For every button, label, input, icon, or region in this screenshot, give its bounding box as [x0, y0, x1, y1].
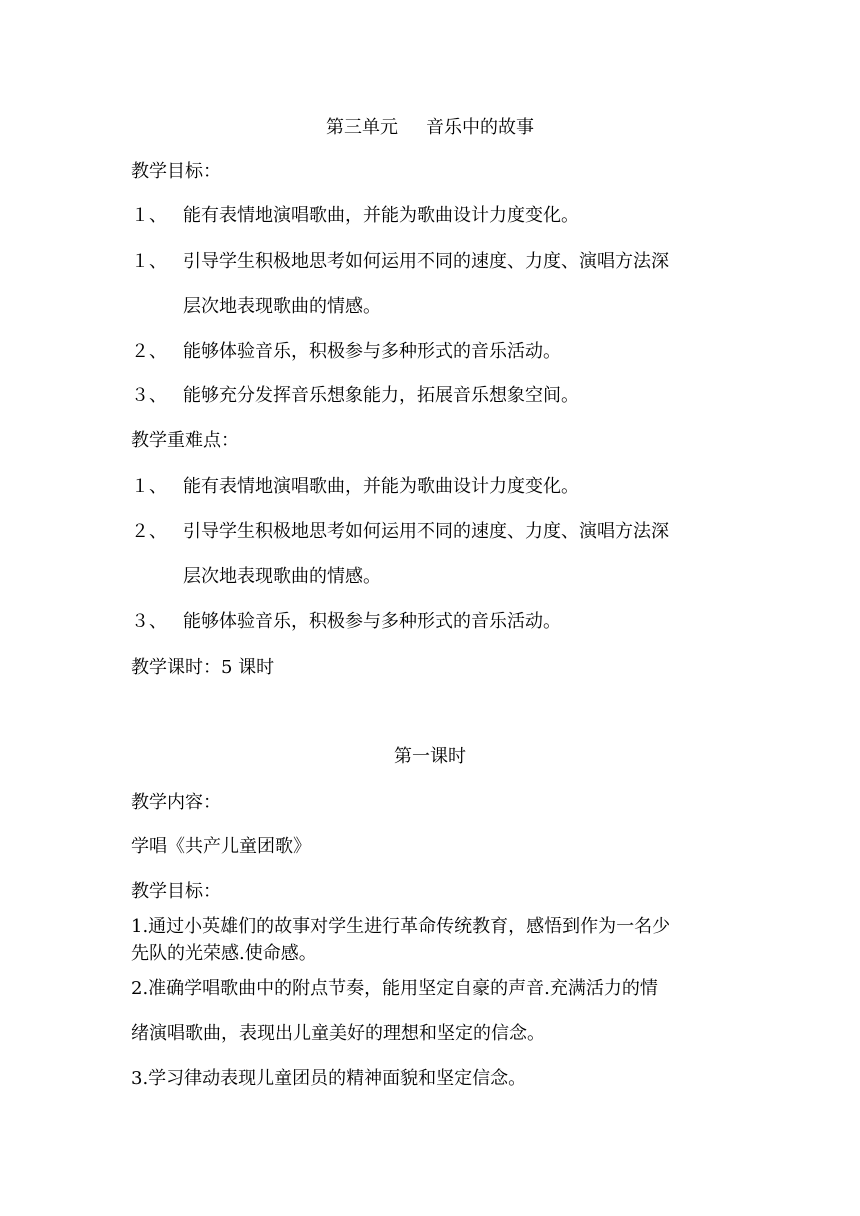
- keypoint-text-continuation: 层次地表现歌曲的情感。: [183, 566, 381, 587]
- objective-text: 能有表情地演唱歌曲，并能为歌曲设计力度变化。: [183, 205, 579, 226]
- lesson-objectives-heading: 教学目标：: [131, 881, 221, 902]
- lesson-objective-2: 2.准确学唱歌曲中的附点节奏，能用坚定自豪的声音.充满活力的情: [131, 978, 658, 999]
- objective-text: 能够充分发挥音乐想象能力，拓展音乐想象空间。: [183, 385, 579, 406]
- objective-text: 能够体验音乐，积极参与多种形式的音乐活动。: [183, 341, 561, 362]
- objective-number: ３、: [131, 385, 167, 406]
- unit-title-number: 第三单元: [326, 117, 398, 138]
- objective-number: １、: [131, 205, 167, 226]
- keypoint-number: １、: [131, 476, 167, 497]
- lesson-objective-3: 3.学习律动表现儿童团员的精神面貌和坚定信念。: [131, 1068, 527, 1089]
- unit-title-name: 音乐中的故事: [426, 117, 534, 138]
- lesson-objective-1-continuation: 先队的光荣感.使命感。: [131, 943, 317, 964]
- teaching-hours: 教学课时：5 课时: [131, 657, 275, 678]
- objective-number: ２、: [131, 341, 167, 362]
- keypoint-text: 能够体验音乐，积极参与多种形式的音乐活动。: [183, 611, 561, 632]
- keypoint-text: 能有表情地演唱歌曲，并能为歌曲设计力度变化。: [183, 476, 579, 497]
- lesson-objective-1: 1.通过小英雄们的故事对学生进行革命传统教育，感悟到作为一名少: [131, 916, 671, 937]
- objectives-heading: 教学目标：: [131, 161, 221, 182]
- keypoints-heading: 教学重难点：: [131, 430, 239, 451]
- keypoint-number: ２、: [131, 521, 167, 542]
- lesson-objective-2-continuation: 绪演唱歌曲，表现出儿童美好的理想和坚定的信念。: [131, 1023, 545, 1044]
- objective-text-continuation: 层次地表现歌曲的情感。: [183, 296, 381, 317]
- keypoint-text: 引导学生积极地思考如何运用不同的速度、力度、演唱方法深: [183, 521, 669, 542]
- keypoint-number: ３、: [131, 611, 167, 632]
- unit-title: [0, 116, 860, 140]
- lesson-title: 第一课时: [394, 746, 466, 767]
- lesson-content: 学唱《共产儿童团歌》: [131, 836, 311, 857]
- objective-number: １、: [131, 251, 167, 272]
- lesson-content-heading: 教学内容：: [131, 792, 221, 813]
- objective-text: 引导学生积极地思考如何运用不同的速度、力度、演唱方法深: [183, 251, 669, 272]
